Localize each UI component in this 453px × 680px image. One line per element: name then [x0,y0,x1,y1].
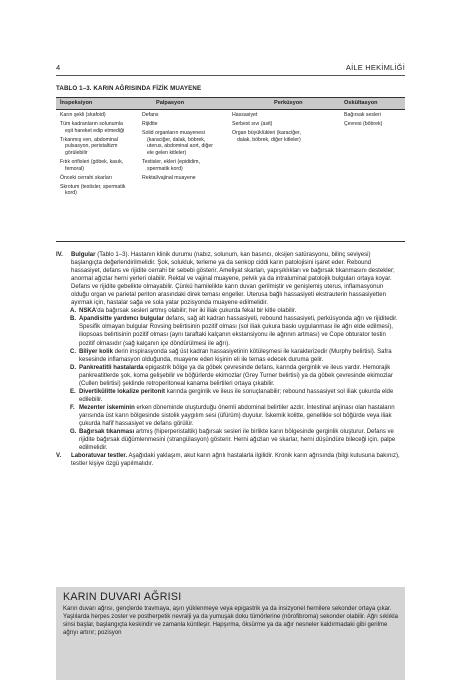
table-cell-line: Rektal/vajinal muayene [142,174,196,181]
finding-text: erken döneminde oluşturduğu önemli abdominal belirtiler azdır. İntestinal anjinası olan hastaların yarısında üst karın bölgesinde sistolik yaygılım sesi (üfürüm) duyulur. İskemik kolitte, genellikle sol böğürde veya iliak çukurda hafif hassasiyet ve defans görülür. [79,404,395,427]
section-iv-text: (Tablo 1–3). Hastanın klinik durumu (nabız, solunum, kan basıncı, oksijen satürasyonu, bilinç seviyesi) başlangıçta değerlendirilmelidir. Şok, solukluk, terleme ya da senkop ciddi karın patolojisini işaret eder. Rebound hassasiyet, defans ve rijidite cerrahi bir sebebi gösterir. Ameliyat skarları, yapışıklıkları ve bağırsak tıkanmasını destekler; anormal ağızlar herni yerleri olabilir. Rektal ve vajinal muayene, pelvik ya da intraluminal patolojik bulguları ortaya koyar. Defans ve rijidite gebelikte olmayabilir. Çünkü hamilelikte karın duvarı gerilmiştir ve genişlemiş uterus, inflamasyonun olduğu organ ve parietal periton arasındaki direk teması engeller. Uterusa bağlı hassasiyeti ekstrauterin hassasiyetten ayırmak için, hastalar sağa ve sola yatar pozisyonda muayene edilmelidir. [71,252,395,307]
section-v-heading: Laboratuvar testler. [71,453,128,460]
info-box-title: KARIN DUVARI AĞRISI [63,591,182,603]
finding-text: artmış (hiperperistaltik) bağırsak sesleri ile birlikte karın bölgesinde gerginlik oluşturur. Defans ve rijidite bağırsak düğümlenmesini (strangülasyon) gösterir. Herni ağızları ve skarlar, herni düşündüre bileceği için, palpe edilmelidir. [79,429,396,452]
table-cell [60,159,150,172]
page-number: 4 [56,63,61,72]
table-cell-line: Hassasiyet [232,112,258,118]
table-cell-line: femoral) [65,165,85,172]
table-cell [142,175,252,182]
running-header [56,63,405,75]
column-auscultation [344,112,404,130]
table-cell-line: Çevresi (böbrek) [344,121,383,128]
table-cell-line: spermatik kord) [147,165,183,172]
table-cell-line: Solid organların muayenesi [142,130,205,137]
finding-text: defans, sağ alt kadran hassasiyeti, rebound hassasiyeti, perküsyonda ağrı ve rijiditedir. Spesifik olmayan bulgular Rovsing belirtisinin pozitif olması (sol iliak çukura baskı uygulanması ile ağrı elde edilmesi), iliopsoas belirtisinin pozitif olması (aynı taraftaki kalçanın ekstansiyonu ile ağrının artması) ve Cope obturator testin pozitif olmasıdır (sağ kalçanın içe döndürülmesi ile ağrı). [79,316,398,347]
table-cell [60,112,150,119]
table-cell-line: Karın şekli (skafoid) [60,112,106,118]
table-cell [60,184,150,197]
table-cell [232,121,342,128]
finding-letter: B. [70,316,77,323]
table-cell [60,137,150,157]
section-iv-number: IV. [56,252,63,258]
info-box-text: Karın duvarı ağrısı, gençlerde travmaya, aşırı yüklenmeye veya epigastrik ya da insizyonel hernilere sekonder ortaya çıkar. Yaşlılarda herpes zoster ve postherpetik nevralji ya da yumuşak doku tümörlerine (nörofibroma) sekonder olabilir. Ağrı sıklıkla sinsi başlar, başlangıçta keskindir ve zamanla küntleşir. Hapşırma, öksürme ya da ağır nesneler kaldırmadaki gibi gerilme ağrıyı artırır; pozisyon [63,606,398,636]
section-v-text: Aşağıdaki yaklaşım, akut karın ağrılı hastalarla ilgilidir. Kronik karın ağrısında (bilgi kutusuna bakınız), testler kişiye özgü yapılmalıdır. [71,453,400,468]
finding-text: 'da bağırsak sesleri artmış olabilir; her iki iliak çukurda fekal bir kitle olabilir. [96,308,297,315]
table-body [56,112,405,240]
table-cell-line: ele gelen kitleler) [147,149,187,156]
table-bottom-rule [56,241,405,242]
book-title: AİLE HEKİMLİĞİ [345,63,405,72]
finding-text: karında gerginlik ve ileus ile sonuçlanabilir; rebound hassasiyet sol iliak çukurda elde edilebilir. [79,388,394,403]
table-cell [344,112,404,119]
main-text [58,251,403,468]
finding-letter: G. [70,429,77,436]
table-cell-line: Tüm kadranların solunumla [60,121,123,128]
column-inspection [60,112,150,200]
table-cell [60,121,150,134]
section-v-number: V. [56,453,62,460]
table-cell-line: (karaciğer, dalak, böbrek, [147,136,206,143]
finding-heading: NSKA [79,308,97,315]
table-cell-line: görülebilir [65,149,88,156]
table-cell [344,121,404,128]
table-cell-line: Önceki cerrahi skarları [60,174,112,181]
table-cell-line: Tıkanmış ven, abdominal [60,136,118,143]
finding-heading: Bağırsak tıkanması [79,429,135,436]
finding-heading: Biliyer kolik [79,348,113,355]
finding-text: derin inspirasyonda sağ üst kadran hassasiyetinin kötüleşmesi ile karakterizedir (Murphy belirtisi). Safra kesesinde inflamasyon olduğunda, muayene eden kişinin eli ile temas edecek duruma gelir. [79,348,392,363]
finding-item [58,404,403,428]
table-cell-line: eşit hareket edip etmediği [65,127,125,134]
section-iv-heading: Bulgular [71,252,96,258]
table-cell-line: Testisler, ekleri (epididim, [142,159,200,166]
column-header-inspection: İnspeksiyon [60,100,93,106]
table-header-row [56,97,405,110]
table-cell-line: pulsasyon, peristaltizm [65,143,118,150]
finding-heading: Apandisitte yardımcı bulgular [79,316,165,323]
finding-item [58,315,403,347]
findings-list [58,307,403,452]
finding-item [58,428,403,452]
table-cell-line: Skrotum (testisler, spermatik [60,183,126,190]
column-header-auscultation: Oskültasyon [344,100,378,106]
table-cell [232,112,342,119]
table-cell-line: Fıtık orifisleri (göbek, kasık, [60,159,124,166]
finding-text: epigastrik bölge ya da göbek çevresinde defans, karında gerginlik ve ileus vardır. Hemorajik pankreatitlerde şok, koma gelişebilir ve böğürlerde ekimozlar (Grey Turner belirtisi) ya da göbek çevresinde ekimozlar (Cullen belirtisi) şeklinde retroperitoneal kanama belirtileri ortaya çıkabilir. [79,364,393,387]
table-cell-line: Bağırsak sesleri [344,112,381,118]
finding-item [58,388,403,404]
finding-letter: D. [70,364,77,371]
table-cell-line: kord) [65,190,77,197]
finding-letter: E. [70,388,76,395]
finding-letter: A. [70,308,77,315]
column-percussion [232,112,342,146]
finding-item [58,348,403,364]
table-cell-line: uterus, abdominal aort, diğer [147,143,214,150]
table-cell [60,175,150,182]
table-cell-line: Serbest sıvı (asit) [232,121,273,128]
table-cell-line: Rijidite [142,121,158,128]
section-v [58,452,403,468]
table-title: TABLO 1–3. KARIN AĞRISINDA FİZİK MUAYENE [56,85,202,92]
table-cell-line: Defans [142,112,159,118]
finding-item [58,364,403,388]
finding-heading: Pankreatitli hastalarda [79,364,144,371]
finding-letter: C. [70,348,77,355]
header-rule [56,75,405,76]
column-header-palpation: Palpasyon [156,100,184,106]
table-cell-line: dalak, böbrek, diğer kitleler) [237,136,301,143]
table-cell-line: Organ büyüklükleri (karaciğer, [232,130,301,137]
section-iv [58,251,403,307]
finding-letter: F. [70,404,75,411]
table-cell [232,130,342,143]
finding-item [58,307,403,315]
column-header-percussion: Perküsyon [274,100,303,106]
info-box [56,587,405,680]
finding-heading: Divertikülitte lokalize peritonit [79,388,166,395]
finding-heading: Mezenter iskeminin [79,404,135,411]
table-cell [142,159,252,172]
